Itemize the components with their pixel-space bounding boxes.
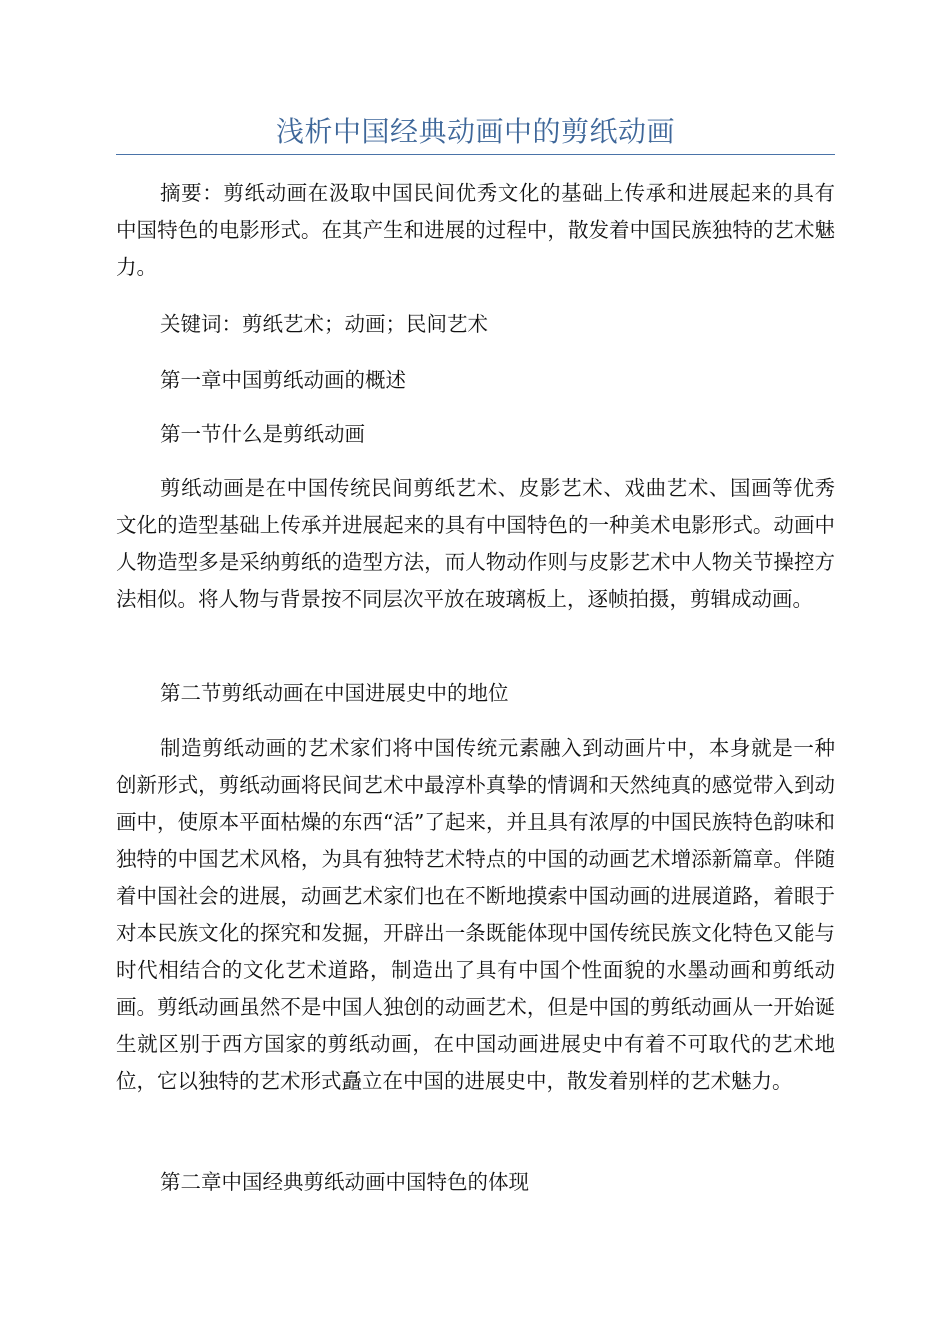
section-1-heading: 第一节什么是剪纸动画 [160, 422, 365, 446]
document-title: 浅析中国经典动画中的剪纸动画 [275, 115, 675, 148]
section-2-body: 制造剪纸动画的艺术家们将中国传统元素融入到动画片中，本身就是一种创新形式，剪纸动画将民间艺术中最淳朴真挚的情调和天然纯真的感觉带入到动画中，使原本平面枯燥的东西“活”了起来，并且具有浓厚的中国民族特色韵味和独特的中国艺术风格，为具有独特艺术特点的中国的动画艺术增添新篇章。伴随着中国社会的进展，动画艺术家们也在不断地摸索中国动画的进展道路，着眼于对本民族文化的探究和发掘，开辟出一条既能体现中国传统民族文化特色又能与时代相结合的文化艺术道路，制造出了具有中国个性面貌的水墨动画和剪纸动画。剪纸动画虽然不是中国人独创的动画艺术，但是中国的剪纸动画从一开始诞生就区别于西方国家的剪纸动画，在中国动画进展史中有着不可取代的艺术地位，它以独特的艺术形式矗立在中国的进展史中，散发着别样的艺术魅力。 [116, 736, 835, 1093]
keywords-line: 关键词：剪纸艺术；动画；民间艺术 [160, 312, 488, 336]
title-underline [116, 154, 835, 155]
abstract-paragraph: 摘要：剪纸动画在汲取中国民间优秀文化的基础上传承和进展起来的具有中国特色的电影形式。在其产生和进展的过程中，散发着中国民族独特的艺术魅力。 [116, 181, 835, 279]
chapter-2-heading: 第二章中国经典剪纸动画中国特色的体现 [160, 1170, 529, 1194]
section-2-heading: 第二节剪纸动画在中国进展史中的地位 [160, 681, 509, 705]
section-1-body: 剪纸动画是在中国传统民间剪纸艺术、皮影艺术、戏曲艺术、国画等优秀文化的造型基础上传承并进展起来的具有中国特色的一种美术电影形式。动画中人物造型多是采纳剪纸的造型方法，而人物动作则与皮影艺术中人物关节操控方法相似。将人物与背景按不同层次平放在玻璃板上，逐帧拍摄，剪辑成动画。 [116, 476, 835, 611]
chapter-1-heading: 第一章中国剪纸动画的概述 [160, 368, 406, 392]
